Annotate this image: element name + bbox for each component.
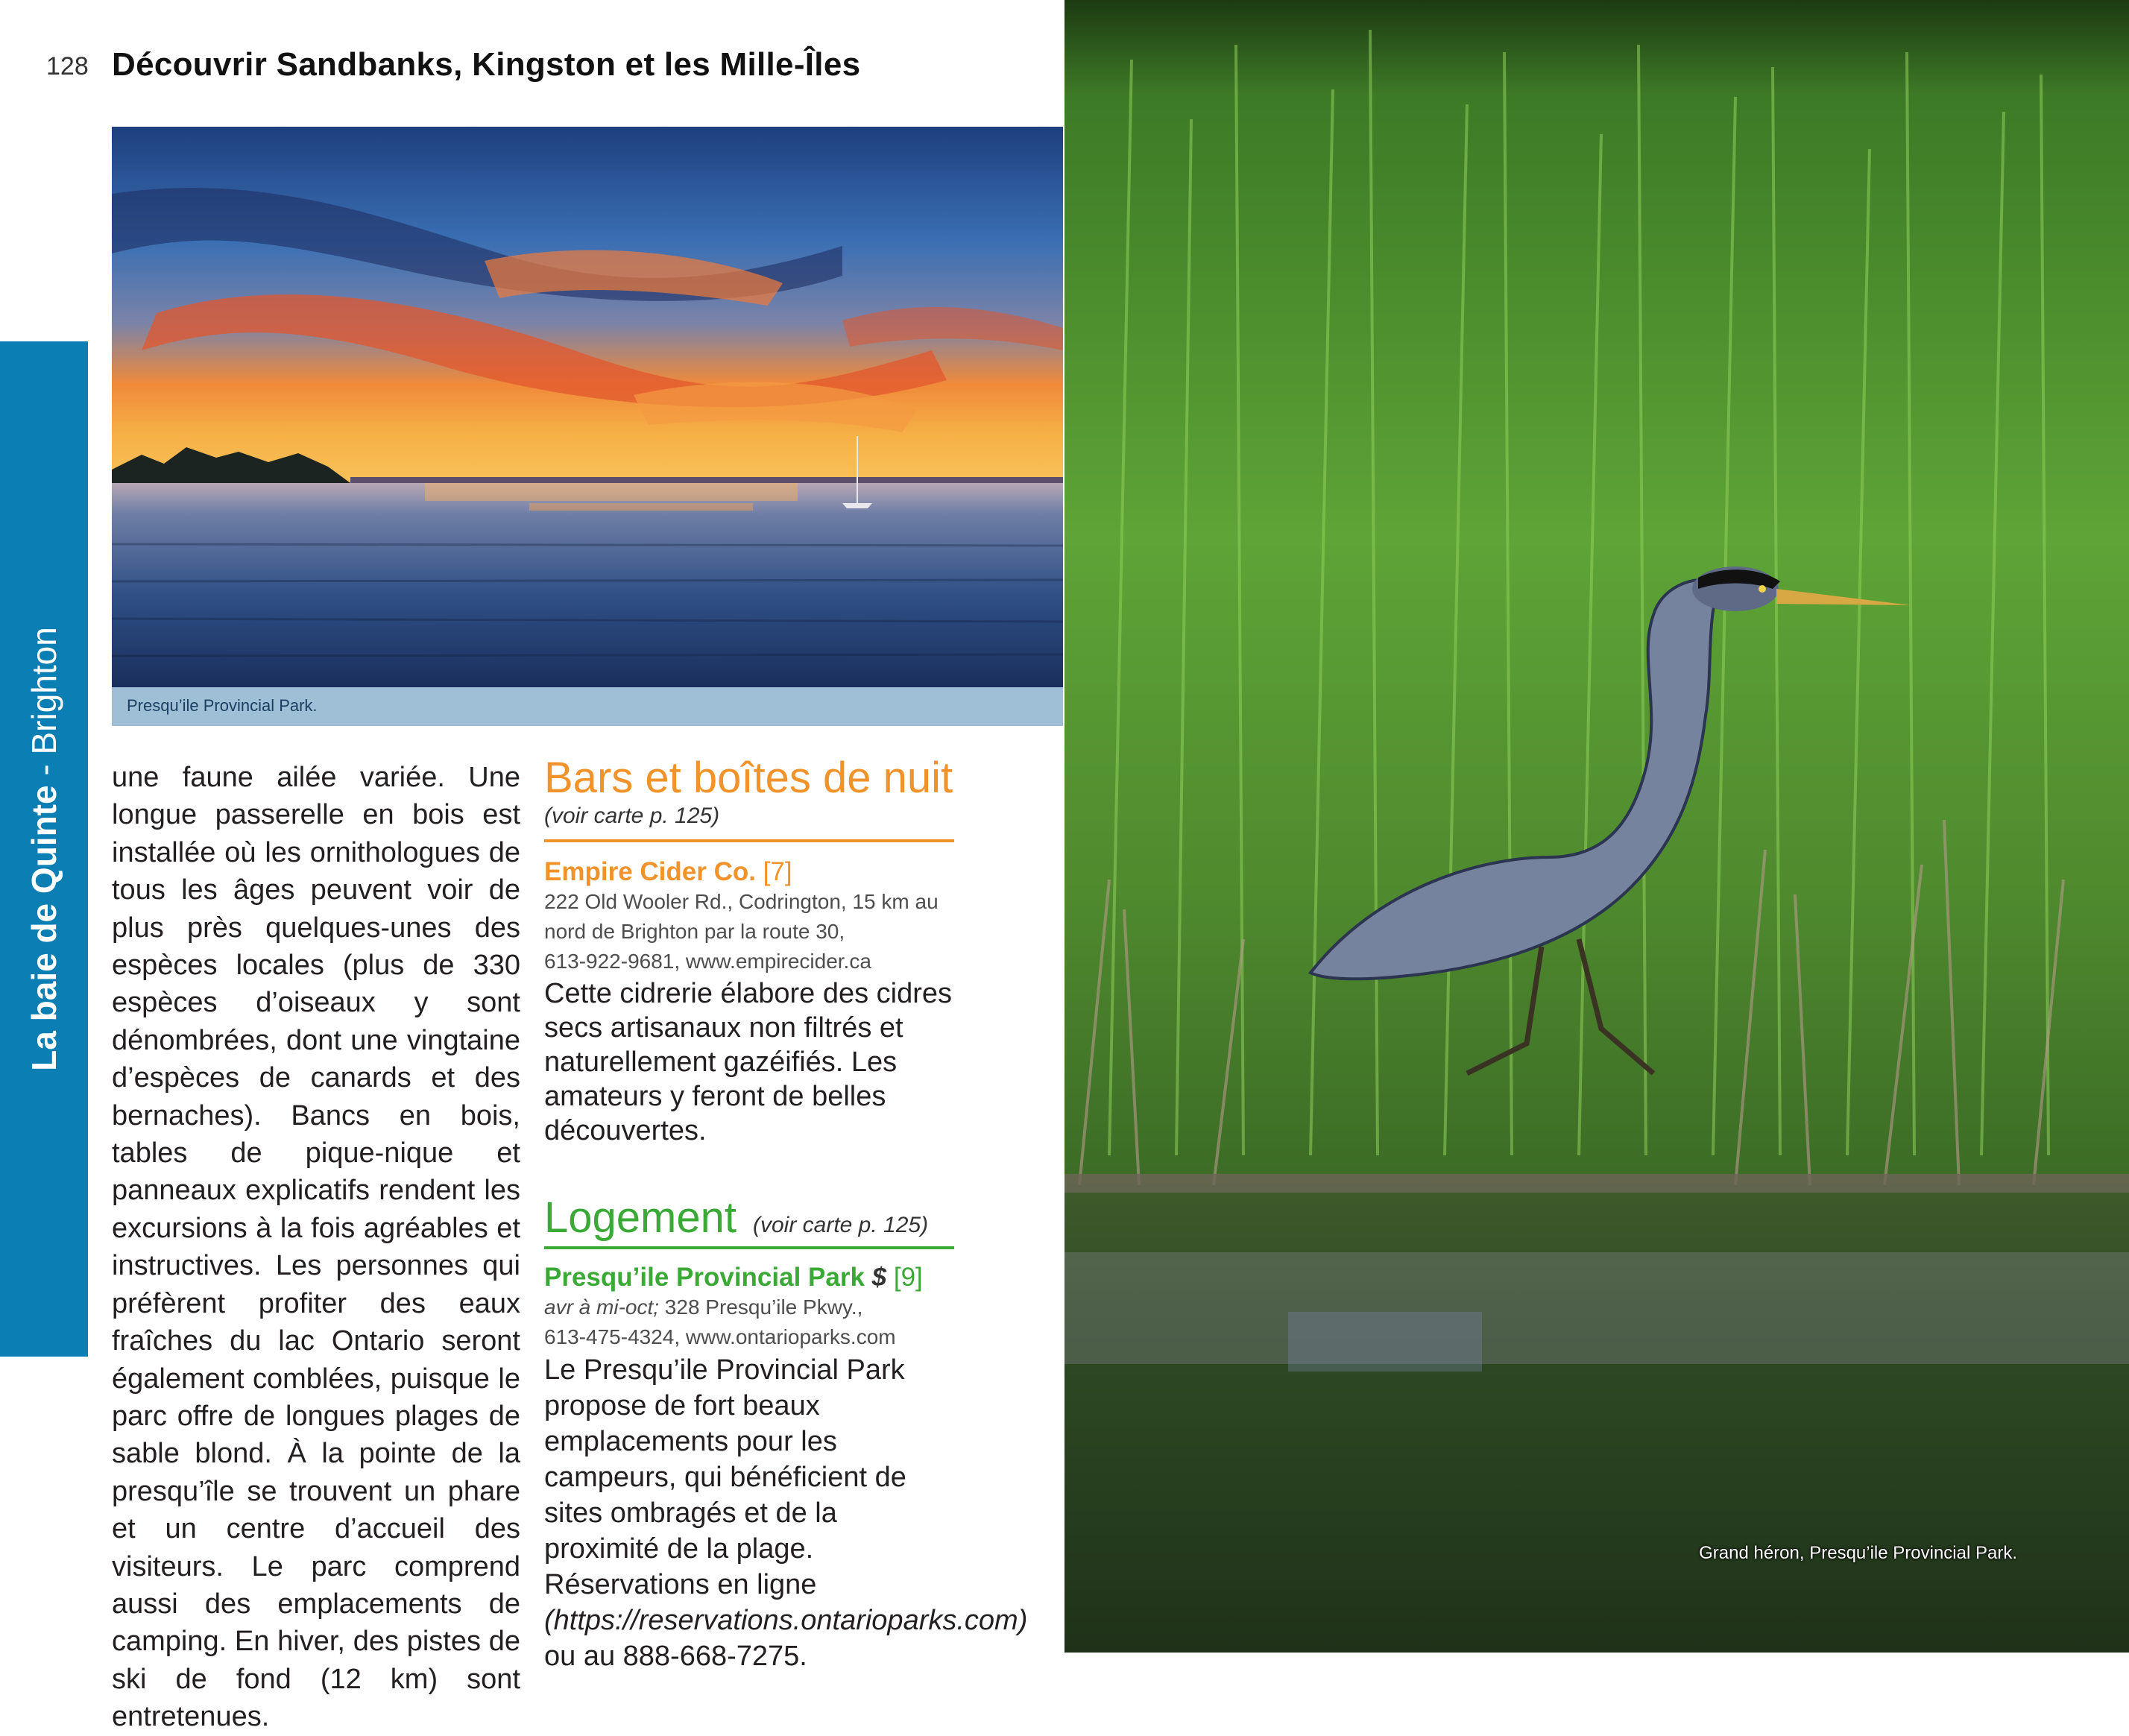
logement-map-reference: (voir carte p. 125) <box>752 1213 929 1237</box>
presquile-street: 328 Presqu’ile Pkwy., <box>659 1295 863 1319</box>
sunset-caption-band <box>112 687 1063 726</box>
side-tab-separator: - <box>25 754 63 786</box>
side-tab-label <box>24 627 64 1071</box>
empire-cider-number: [7] <box>755 857 792 886</box>
presquile-price: $ <box>864 1263 887 1292</box>
empire-cider-name <box>544 857 954 887</box>
bars-divider <box>544 839 954 842</box>
heron-photo <box>1064 0 2129 1653</box>
empire-cider-contact: 613-922-9681, www.empirecider.ca <box>544 950 871 973</box>
presquile-reservation-url: (https://reservations.ontarioparks.com) <box>544 1605 1028 1636</box>
side-tab-town: Brighton <box>25 627 63 755</box>
sunset-photo <box>112 127 1063 687</box>
running-title: Découvrir Sandbanks, Kingston et les Mille-Îles <box>112 46 861 83</box>
presquile-listing-name <box>544 1263 954 1292</box>
presquile-season: avr à mi-oct; <box>544 1295 660 1319</box>
left-column-text: une faune ailée variée. Une longue passerelle en bois est installée où les ornithologues de tous les âges peuvent voir de plus près quelques-unes des espèces locales (plus de 330 espèces d’oiseaux y sont dénombrées, dont une vingtaine d’espèces de canards et des bernaches). Bancs en bois, tables de pique-nique et panneaux explicatifs rendent les excursions à la fois agréables et instructives. Les personnes qui préfèrent profiter des eaux fraîches du lac Ontario seront également comblées, puisque le parc offre de longues plages de sable blond. À la pointe de la presqu’île se trouvent un phare et un centre d’accueil des visiteurs. Le parc comprend aussi des emplacements de camping. En hiver, des pistes de ski de fond (12 km) sont entretenues. <box>112 762 520 1733</box>
logement-section-title: Logement <box>544 1193 737 1242</box>
presquile-number: [9] <box>886 1263 923 1292</box>
presquile-title: Presqu’ile Provincial Park <box>544 1263 865 1292</box>
heron-caption: Grand héron, Presqu’ile Provincial Park. <box>1699 1543 2017 1563</box>
presquile-description: Le Presqu’ile Provincial Park propose de fort beaux emplacements pour les campeurs, qui bénéficient de sites ombragés et de la proximité de la plage. Réservations en ligne <box>544 1354 906 1600</box>
bars-map-reference: (voir carte p. 125) <box>544 804 720 828</box>
empire-cider-description: Cette cidrerie élabore des cidres secs artisanaux non filtrés et naturellement gazéifiés. Les amateurs y feront de belles découvertes. <box>544 978 953 1146</box>
presquile-description-block <box>544 1352 1028 1674</box>
sunset-caption: Presqu’ile Provincial Park. <box>127 696 318 715</box>
right-column <box>544 753 1028 1674</box>
bars-section-title: Bars et boîtes de nuit <box>544 754 953 802</box>
empire-cider-title: Empire Cider Co. <box>544 857 756 886</box>
logement-heading <box>544 1194 954 1242</box>
empire-cider-address: 222 Old Wooler Rd., Codrington, 15 km au nord de Brighton par la route 30, <box>544 890 939 943</box>
page-number: 128 <box>46 52 89 81</box>
presquile-contact: 613-475-4324, www.ontarioparks.com <box>544 1325 896 1348</box>
presquile-address <box>544 1292 954 1322</box>
logement-divider <box>544 1246 954 1249</box>
side-tab <box>0 341 88 1357</box>
presquile-phone: ou au 888-668-7275. <box>544 1641 807 1672</box>
side-tab-region: La baie de Quinte <box>25 785 63 1071</box>
